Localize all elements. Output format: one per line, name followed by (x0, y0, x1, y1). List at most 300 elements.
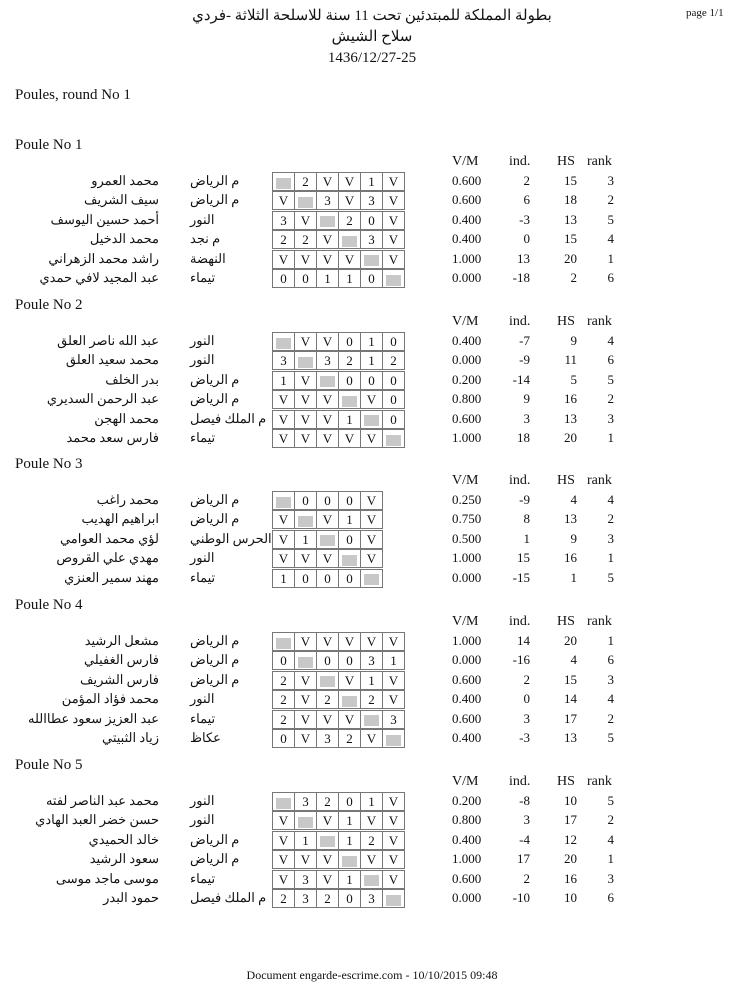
bout-results (272, 792, 405, 811)
stat-header-ind: ind. (509, 774, 531, 789)
bout-cell: 2 (339, 352, 361, 370)
fencer-club: النور (190, 352, 215, 368)
blank-cell-shade (320, 535, 335, 546)
victory-ratio: 0.000 (452, 270, 482, 285)
stat-header-rank: rank (587, 774, 612, 789)
bout-cell: V (383, 793, 405, 811)
poule-title: Poule No 3 (15, 456, 83, 472)
bout-cell: 1 (273, 371, 295, 389)
bout-cell: 1 (339, 831, 361, 849)
rank: 4 (607, 831, 614, 847)
bout-cell: 2 (317, 890, 339, 908)
rank: 5 (607, 730, 614, 745)
bout-cell: 0 (295, 492, 317, 510)
indicator: 18 (517, 430, 530, 445)
stat-header-ind: ind. (509, 154, 531, 169)
bout-cell: V (317, 410, 339, 428)
bout-results (272, 811, 405, 830)
bout-results (272, 651, 405, 670)
indicator: -15 (512, 569, 530, 585)
self-bout-cell (295, 352, 317, 370)
victory-ratio: 0.200 (452, 371, 482, 387)
bout-cell: V (383, 231, 405, 249)
hits-scored: 20 (564, 430, 577, 445)
bout-cell: 0 (339, 492, 361, 510)
fencer-club: تيماء (190, 710, 216, 726)
self-bout-cell (383, 890, 405, 908)
bout-cell: 2 (339, 730, 361, 748)
blank-cell-shade (342, 555, 357, 566)
bout-results (272, 632, 405, 651)
hits-scored: 14 (564, 691, 577, 707)
indicator: -18 (512, 270, 530, 285)
bout-results (272, 269, 405, 288)
fencer-club: م الرياض (190, 851, 240, 867)
rank: 3 (607, 410, 614, 426)
bout-cell: 0 (339, 333, 361, 351)
bout-cell: 2 (273, 710, 295, 728)
hits-scored: 12 (564, 831, 577, 847)
hits-scored: 10 (564, 793, 577, 808)
stat-header-vm: V/M (452, 154, 479, 169)
bout-cell: V (295, 250, 317, 268)
bout-results (272, 491, 383, 510)
bout-cell: V (273, 410, 295, 428)
victory-ratio: 1.000 (452, 633, 482, 648)
self-bout-cell (339, 550, 361, 568)
self-bout-cell (295, 812, 317, 830)
fencer-name: محمد راغب (96, 492, 159, 507)
self-bout-cell (361, 569, 383, 587)
rank: 2 (607, 391, 614, 407)
fencer-row (0, 831, 744, 850)
bout-cell: 1 (361, 173, 383, 191)
blank-cell-shade (386, 275, 401, 286)
poule-title: Poule No 2 (15, 297, 83, 313)
fencer-name: فارس سعد محمد (66, 430, 159, 445)
bout-cell: V (361, 633, 383, 651)
bout-cell: 0 (317, 492, 339, 510)
bout-cell: V (383, 633, 405, 651)
bout-cell: V (317, 851, 339, 869)
bout-cell: V (317, 430, 339, 448)
bout-cell: 1 (361, 793, 383, 811)
fencer-row (0, 410, 744, 429)
hits-scored: 2 (570, 270, 577, 285)
blank-cell-shade (364, 255, 379, 266)
fencer-name: محمد الهجن (94, 410, 159, 426)
stat-header-vm: V/M (452, 774, 479, 789)
bout-cell: V (361, 492, 383, 510)
fencer-name: راشد محمد الزهراني (48, 250, 159, 266)
bout-cell: 0 (339, 652, 361, 670)
bout-cell: V (295, 851, 317, 869)
self-bout-cell (339, 691, 361, 709)
self-bout-cell (317, 211, 339, 229)
fencer-club: النور (190, 211, 215, 227)
poule-block (0, 297, 744, 457)
bout-cell: V (383, 250, 405, 268)
bout-results (272, 831, 405, 850)
fencer-row (0, 569, 744, 588)
hits-scored: 16 (564, 870, 577, 886)
victory-ratio: 0.500 (452, 530, 482, 546)
indicator: 3 (523, 710, 530, 726)
bout-cell: 0 (339, 890, 361, 908)
poule-block (0, 597, 744, 757)
poule-block (0, 757, 744, 917)
fencer-row (0, 690, 744, 709)
fencer-name: عبد الله ناصر العلق (57, 333, 159, 348)
rank: 3 (607, 671, 614, 687)
fencer-row (0, 729, 744, 748)
fencer-club: النور (190, 550, 215, 566)
bout-cell: 0 (361, 371, 383, 389)
fencer-name: ابراهيم الهديب (81, 511, 159, 527)
rank: 4 (607, 691, 614, 707)
indicator: 1 (523, 530, 530, 546)
blank-cell-shade (276, 638, 291, 649)
bout-cell: 2 (361, 831, 383, 849)
victory-ratio: 0.400 (452, 211, 482, 227)
document-footer: Document engarde-escrime.com - 10/10/2015 09:48 (246, 968, 498, 982)
fencer-row (0, 371, 744, 390)
bout-results (272, 510, 383, 529)
bout-cell: 2 (295, 231, 317, 249)
fencer-club: م الرياض (190, 671, 240, 687)
hits-scored: 20 (564, 250, 577, 266)
hits-scored: 15 (564, 231, 577, 247)
fencer-row (0, 549, 744, 568)
bout-results (272, 530, 383, 549)
bout-cell: V (295, 371, 317, 389)
fencer-club: م الرياض (190, 831, 240, 847)
bout-cell: 2 (383, 352, 405, 370)
fencer-club: م الرياض (190, 492, 240, 507)
indicator: 17 (517, 851, 530, 867)
fencer-club: الحرس الوطني (190, 530, 272, 546)
bout-results (272, 710, 405, 729)
fencer-name: محمد الدخيل (89, 231, 159, 247)
bout-cell: 1 (339, 511, 361, 529)
fencer-row (0, 530, 744, 549)
bout-results (272, 211, 405, 230)
stat-header-hs: HS (557, 774, 575, 789)
fencer-row (0, 230, 744, 249)
blank-cell-shade (298, 817, 313, 828)
self-bout-cell (317, 371, 339, 389)
stat-header-ind: ind. (509, 614, 531, 629)
rank: 3 (607, 870, 614, 886)
rank: 5 (607, 211, 614, 227)
bout-cell: V (295, 730, 317, 748)
indicator: -16 (512, 652, 530, 668)
hits-scored: 18 (564, 192, 577, 208)
bout-results (272, 429, 405, 448)
fencer-club: النور (190, 812, 215, 828)
hits-scored: 15 (564, 671, 577, 687)
rank: 4 (607, 492, 614, 507)
bout-cell: 3 (317, 192, 339, 210)
blank-cell-shade (364, 715, 379, 726)
bout-cell: V (361, 812, 383, 830)
bout-cell: 0 (339, 569, 361, 587)
bout-cell: V (273, 550, 295, 568)
bout-cell: 2 (295, 173, 317, 191)
bout-cell: V (339, 710, 361, 728)
blank-cell-shade (386, 735, 401, 746)
bout-cell: 0 (295, 569, 317, 587)
indicator: 6 (523, 192, 530, 208)
bout-cell: V (317, 812, 339, 830)
hits-scored: 1 (570, 569, 577, 585)
bout-cell: V (295, 550, 317, 568)
fencer-row (0, 211, 744, 230)
bout-cell: V (339, 173, 361, 191)
round-title: Poules, round No 1 (15, 87, 131, 103)
bout-cell: 1 (295, 530, 317, 548)
hits-scored: 16 (564, 391, 577, 407)
bout-cell: V (383, 812, 405, 830)
bout-results (272, 371, 405, 390)
blank-cell-shade (276, 338, 291, 349)
bout-cell: V (273, 851, 295, 869)
self-bout-cell (361, 250, 383, 268)
blank-cell-shade (320, 376, 335, 387)
bout-cell: 2 (273, 671, 295, 689)
bout-cell: V (273, 391, 295, 409)
stat-header-vm: V/M (452, 473, 479, 488)
bout-results (272, 390, 405, 409)
fencer-name: حسن خضر العبد الهادي (35, 812, 159, 828)
bout-cell: 2 (317, 793, 339, 811)
bout-cell: 1 (273, 569, 295, 587)
hits-scored: 20 (564, 851, 577, 867)
fencer-row (0, 491, 744, 510)
bout-results (272, 569, 383, 588)
stat-header-hs: HS (557, 473, 575, 488)
bout-cell: V (273, 430, 295, 448)
hits-scored: 16 (564, 550, 577, 566)
blank-cell-shade (342, 856, 357, 867)
fencer-row (0, 269, 744, 288)
bout-cell: V (361, 511, 383, 529)
rank: 4 (607, 231, 614, 247)
bout-cell: V (317, 250, 339, 268)
self-bout-cell (317, 530, 339, 548)
rank: 3 (607, 530, 614, 546)
rank: 1 (607, 250, 614, 266)
fencer-club: النهضة (190, 250, 226, 266)
indicator: -8 (519, 793, 530, 808)
rank: 2 (607, 710, 614, 726)
victory-ratio: 0.800 (452, 812, 482, 828)
hits-scored: 13 (564, 410, 577, 426)
fencer-name: موسى ماجد موسى (55, 870, 159, 886)
victory-ratio: 0.250 (452, 492, 482, 507)
bout-cell: 3 (361, 890, 383, 908)
bout-cell: V (383, 831, 405, 849)
rank: 6 (607, 890, 614, 905)
victory-ratio: 0.400 (452, 231, 482, 247)
bout-cell: 3 (295, 870, 317, 888)
bout-cell: V (317, 231, 339, 249)
self-bout-cell (383, 430, 405, 448)
bout-cell: V (295, 710, 317, 728)
rank: 1 (607, 430, 614, 445)
rank: 1 (607, 633, 614, 648)
indicator: -14 (512, 371, 530, 387)
bout-cell: V (383, 671, 405, 689)
rank: 6 (607, 352, 614, 368)
bout-cell: V (273, 831, 295, 849)
fencer-row (0, 811, 744, 830)
fencer-row (0, 651, 744, 670)
victory-ratio: 0.000 (452, 652, 482, 668)
stat-header-rank: rank (587, 314, 612, 329)
bout-cell: V (295, 633, 317, 651)
bout-cell: V (295, 430, 317, 448)
bout-cell: V (383, 211, 405, 229)
bout-cell: V (383, 851, 405, 869)
bout-results (272, 850, 405, 869)
fencer-name: عبد الرحمن السديري (46, 391, 159, 407)
blank-cell-shade (364, 574, 379, 585)
bout-cell: V (339, 430, 361, 448)
bout-cell: 3 (361, 192, 383, 210)
bout-cell: V (317, 511, 339, 529)
fencer-row (0, 792, 744, 811)
fencer-row (0, 889, 744, 908)
victory-ratio: 0.400 (452, 831, 482, 847)
blank-cell-shade (386, 435, 401, 446)
fencer-club: النور (190, 691, 215, 707)
fencer-row (0, 351, 744, 370)
victory-ratio: 0.400 (452, 691, 482, 707)
stat-header-hs: HS (557, 154, 575, 169)
document-header (0, 6, 744, 69)
fencer-name: زياد الثبيتي (102, 730, 159, 745)
rank: 4 (607, 333, 614, 348)
fencer-name: أحمد حسين اليوسف (50, 211, 159, 227)
blank-cell-shade (342, 396, 357, 407)
fencer-row (0, 850, 744, 869)
bout-results (272, 729, 405, 748)
bout-results (272, 889, 405, 908)
rank: 2 (607, 192, 614, 208)
self-bout-cell (273, 492, 295, 510)
stat-header-hs: HS (557, 614, 575, 629)
fencer-club: النور (190, 333, 215, 348)
indicator: 14 (517, 633, 530, 648)
fencer-row (0, 390, 744, 409)
self-bout-cell (295, 192, 317, 210)
page-number: page 1/1 (686, 7, 724, 19)
bout-results (272, 351, 405, 370)
poule-block (0, 456, 744, 616)
bout-results (272, 230, 405, 249)
fencer-name: محمد فؤاد المؤمن (61, 691, 159, 707)
bout-cell: V (273, 870, 295, 888)
bout-cell: 0 (295, 270, 317, 288)
bout-cell: V (361, 391, 383, 409)
bout-cell: V (317, 550, 339, 568)
bout-results (272, 250, 405, 269)
victory-ratio: 1.000 (452, 430, 482, 445)
fencer-club: تيماء (190, 870, 216, 886)
bout-cell: 0 (273, 270, 295, 288)
bout-cell: 2 (339, 211, 361, 229)
self-bout-cell (361, 710, 383, 728)
self-bout-cell (383, 270, 405, 288)
hits-scored: 20 (564, 633, 577, 648)
rank: 3 (607, 173, 614, 188)
bout-cell: 0 (339, 530, 361, 548)
bout-cell: 1 (339, 812, 361, 830)
bout-cell: V (273, 250, 295, 268)
bout-results (272, 549, 383, 568)
bout-cell: 0 (383, 333, 405, 351)
fencer-club: م الرياض (190, 192, 240, 208)
bout-cell: 1 (339, 870, 361, 888)
self-bout-cell (361, 410, 383, 428)
stat-header-vm: V/M (452, 314, 479, 329)
bout-cell: V (317, 333, 339, 351)
bout-cell: 0 (273, 652, 295, 670)
bout-cell: V (383, 173, 405, 191)
bout-cell: V (295, 410, 317, 428)
indicator: 2 (523, 671, 530, 687)
rank: 6 (607, 652, 614, 668)
bout-results (272, 172, 405, 191)
bout-results (272, 332, 405, 351)
self-bout-cell (273, 793, 295, 811)
indicator: 3 (523, 812, 530, 828)
fencer-club: تيماء (190, 569, 216, 585)
fencer-row (0, 429, 744, 448)
bout-cell: V (383, 691, 405, 709)
bout-cell: V (339, 192, 361, 210)
bout-cell: V (361, 430, 383, 448)
blank-cell-shade (298, 516, 313, 527)
tournament-title: بطولة المملكة للمبتدئين تحت 11 سنة للاسلحة الثلاثة -فردي (192, 8, 552, 24)
bout-cell: 0 (361, 270, 383, 288)
self-bout-cell (273, 173, 295, 191)
hits-scored: 4 (570, 652, 577, 668)
indicator: 13 (517, 250, 530, 266)
hits-scored: 13 (564, 511, 577, 527)
bout-cell: 1 (317, 270, 339, 288)
rank: 1 (607, 851, 614, 867)
bout-cell: V (361, 550, 383, 568)
poule-title: Poule No 4 (15, 597, 83, 613)
fencer-name: فارس الشريف (80, 671, 159, 687)
bout-cell: 1 (339, 270, 361, 288)
bout-cell: 2 (273, 691, 295, 709)
bout-cell: V (295, 211, 317, 229)
bout-results (272, 410, 405, 429)
bout-cell: V (295, 671, 317, 689)
hits-scored: 11 (564, 352, 577, 368)
poule-title: Poule No 5 (15, 757, 83, 773)
bout-cell: 0 (383, 371, 405, 389)
self-bout-cell (317, 671, 339, 689)
bout-cell: V (383, 870, 405, 888)
fencer-club: م الرياض (190, 391, 240, 407)
blank-cell-shade (320, 836, 335, 847)
indicator: 2 (523, 870, 530, 886)
indicator: -9 (519, 492, 530, 507)
